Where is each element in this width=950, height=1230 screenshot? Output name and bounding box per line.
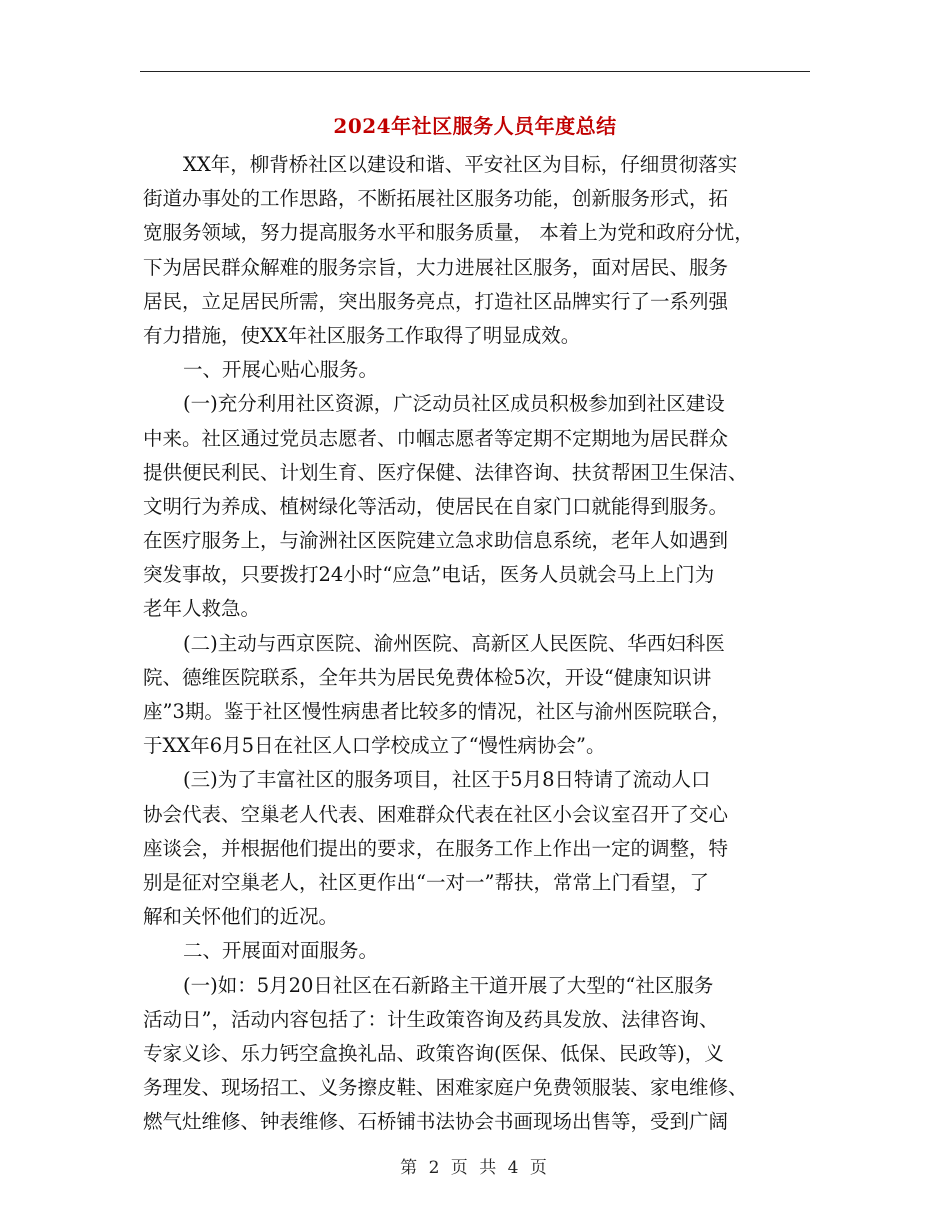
header-rule bbox=[140, 71, 810, 72]
section-heading-1 bbox=[143, 353, 813, 387]
text-line: 别是征对空巢老人，社区更作出“一对一”帮扶，常常上门看望，了 bbox=[143, 870, 709, 894]
text-line: 文明行为养成、植树绿化等活动，使居民在自家门口就能得到服务。 bbox=[143, 494, 729, 518]
paragraph-intro bbox=[143, 148, 813, 353]
document-title: 2024年社区服务人员年度总结 bbox=[333, 114, 617, 138]
text-line: 居民，立足居民所需，突出服务亮点，打造社区品牌实行了一系列强 bbox=[143, 289, 729, 313]
section-heading-2 bbox=[143, 934, 813, 968]
text-line: 座谈会，并根据他们提出的要求，在服务工作上作出一定的调整，特 bbox=[143, 836, 729, 860]
text-line: 宽服务领域，努力提高服务水平和服务质量， 本着上为党和政府分忧， bbox=[143, 221, 754, 245]
text-line: 提供便民利民、计划生育、医疗保健、法律咨询、扶贫帮困卫生保洁、 bbox=[143, 460, 748, 484]
section-heading: 一、开展心贴心服务。 bbox=[183, 358, 379, 382]
paragraph-1-1 bbox=[143, 387, 813, 626]
text-line: (三)为了丰富社区的服务项目，社区于5月8日特请了流动人口 bbox=[183, 768, 711, 792]
text-line: (一)充分利用社区资源，广泛动员社区成员积极参加到社区建设 bbox=[183, 392, 725, 416]
text-line: 务理发、现场招工、义务擦皮鞋、困难家庭户免费领服装、家电维修、 bbox=[143, 1076, 748, 1100]
text-line: 院、德维医院联系，全年共为居民免费体检5次，开设“健康知识讲 bbox=[143, 665, 712, 689]
text-line: 老年人救急。 bbox=[143, 597, 261, 621]
text-line: 中来。社区通过党员志愿者、巾帼志愿者等定期不定期地为居民群众 bbox=[143, 426, 729, 450]
paragraph-1-2 bbox=[143, 627, 813, 764]
text-line: 街道办事处的工作思路，不断拓展社区服务功能，创新服务形式，拓 bbox=[143, 187, 729, 211]
text-line: XX年，柳背桥社区以建设和谐、平安社区为目标，仔细贯彻落实 bbox=[183, 153, 738, 176]
paragraph-1-3 bbox=[143, 763, 813, 934]
text-line: 燃气灶维修、钟表维修、石桥铺书法协会书画现场出售等，受到广阔 bbox=[143, 1110, 729, 1134]
text-line: 协会代表、空巢老人代表、困难群众代表在社区小会议室召开了交心 bbox=[143, 802, 729, 826]
document-body bbox=[143, 148, 813, 1139]
text-line: 解和关怀他们的近况。 bbox=[143, 905, 339, 929]
text-line: (一)如：5月20日社区在石新路主干道开展了大型的“社区服务 bbox=[183, 973, 714, 997]
text-line: 下为居民群众解难的服务宗旨，大力进展社区服务，面对居民、服务 bbox=[143, 255, 729, 279]
text-line: (二)主动与西京医院、渝州医院、高新区人民医院、华西妇科医 bbox=[183, 631, 725, 655]
text-line: 活动日”，活动内容包括了：计生政策咨询及药具发放、法律咨询、 bbox=[143, 1007, 719, 1031]
page-number: 第 2 页 共 4 页 bbox=[400, 1158, 550, 1178]
text-line: 座”3期。鉴于社区慢性病患者比较多的情况，社区与渝州医院联合， bbox=[143, 700, 731, 723]
text-line: 在医疗服务上，与渝洲社区医院建立急求助信息系统，老年人如遇到 bbox=[143, 529, 729, 553]
text-line: 有力措施，使XX年社区服务工作取得了明显成效。 bbox=[143, 323, 581, 347]
text-line: 专家义诊、乐力钙空盒换礼品、政策咨询(医保、低保、民政等)，义 bbox=[143, 1041, 724, 1065]
text-line: 于XX年6月5日在社区人口学校成立了“慢性病协会”。 bbox=[143, 734, 606, 758]
text-line: 突发事故，只要拨打24小时“应急”电话，医务人员就会马上上门为 bbox=[143, 563, 715, 587]
section-heading: 二、开展面对面服务。 bbox=[183, 939, 379, 963]
paragraph-2-1 bbox=[143, 969, 813, 1140]
